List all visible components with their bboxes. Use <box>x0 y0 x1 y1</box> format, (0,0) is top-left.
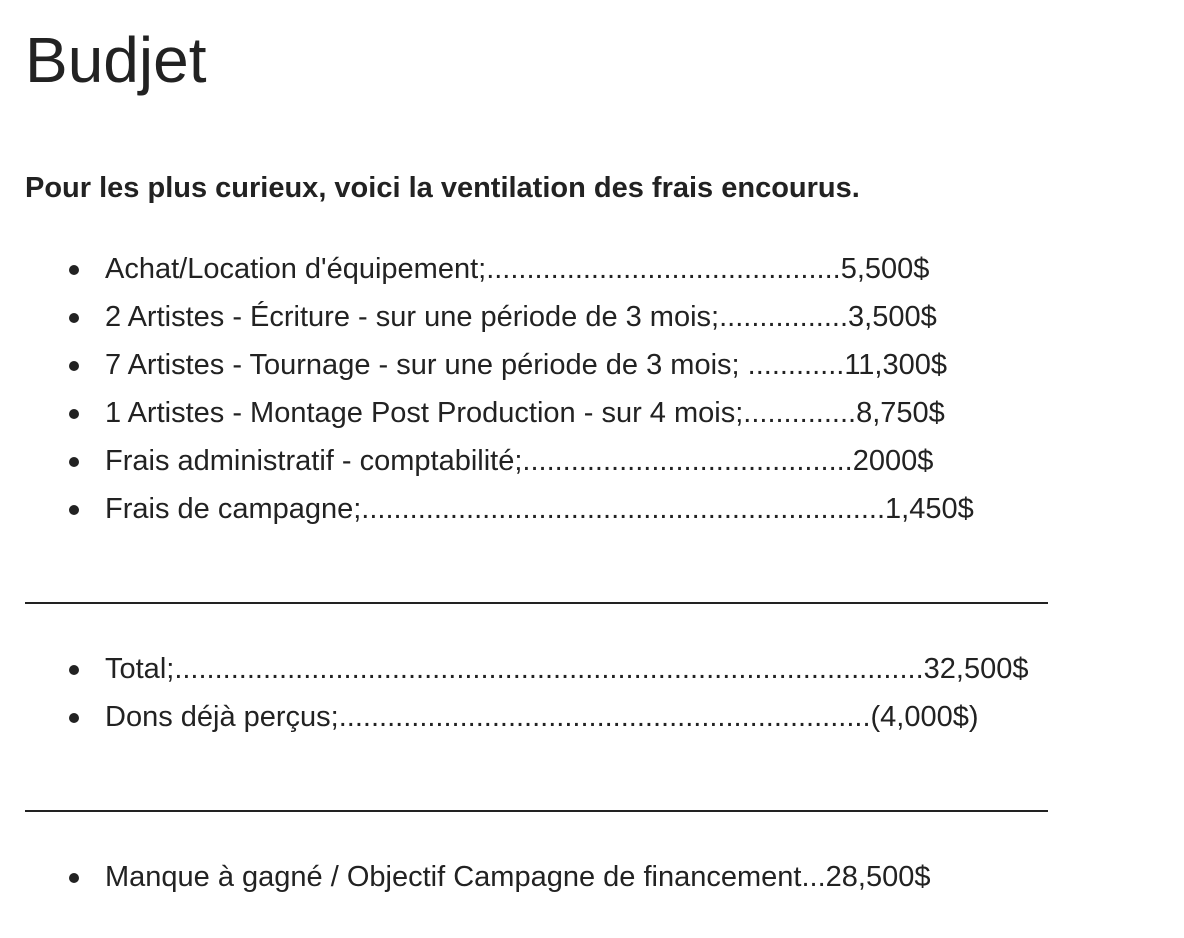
divider <box>25 602 1048 604</box>
cost-list <box>25 245 1125 533</box>
total-item: Total;.............................................................................................32,500$ <box>25 645 1125 693</box>
goal-list <box>25 853 1125 901</box>
page-subtitle: Pour les plus curieux, voici la ventilation des frais encourus. <box>25 172 860 204</box>
totals-list <box>25 645 1125 741</box>
cost-item-admin: Frais administratif - comptabilité;.........................................2000$ <box>25 437 1125 485</box>
cost-item-equipment: Achat/Location d'équipement;............................................5,500$ <box>25 245 1125 293</box>
cost-item-campaign: Frais de campagne;.................................................................1,450$ <box>25 485 1125 533</box>
divider <box>25 810 1048 812</box>
cost-item-writing: 2 Artistes - Écriture - sur une période de 3 mois;................3,500$ <box>25 293 1125 341</box>
funding-goal-item: Manque à gagné / Objectif Campagne de financement...28,500$ <box>25 853 1125 901</box>
donations-received-item: Dons déjà perçus;..................................................................(4,000$) <box>25 693 1125 741</box>
cost-item-shooting: 7 Artistes - Tournage - sur une période de 3 mois; ............11,300$ <box>25 341 1125 389</box>
page-title: Budjet <box>25 24 207 96</box>
cost-item-editing: 1 Artistes - Montage Post Production - sur 4 mois;..............8,750$ <box>25 389 1125 437</box>
